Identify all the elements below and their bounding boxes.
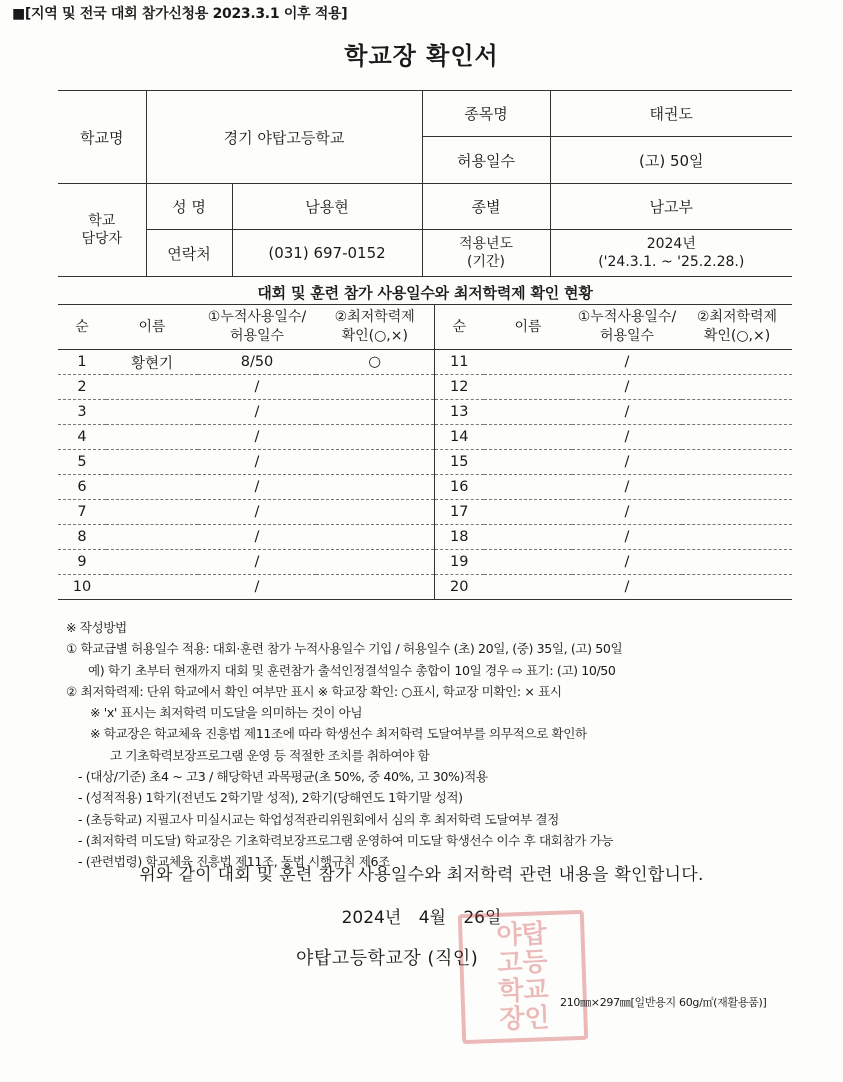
paper-spec: 210㎜×297㎜[일반용지 60g/㎡(재활용품)] bbox=[560, 996, 767, 1009]
row-days-right: / bbox=[572, 375, 682, 400]
row-days-right: / bbox=[572, 575, 682, 600]
row-no-right: 12 bbox=[434, 375, 484, 400]
row-no: 6 bbox=[58, 475, 106, 500]
header-check-right-line2: 확인(○,×) bbox=[703, 328, 771, 344]
year-value-line2: ('24.3.1. ~ '25.2.28.) bbox=[598, 254, 745, 270]
event-value: 태권도 bbox=[550, 91, 792, 137]
issue-date bbox=[0, 903, 843, 928]
header-days-line2: 허용일수 bbox=[229, 328, 285, 344]
table-row bbox=[58, 350, 792, 375]
usage-section-title: 대회 및 훈련 참가 사용일수와 최저학력제 확인 현황 bbox=[257, 284, 593, 302]
row-check-right bbox=[682, 575, 792, 600]
school-value: 경기 야탑고등학교 bbox=[146, 91, 422, 184]
row-no-right: 18 bbox=[434, 525, 484, 550]
category-label: 종별 bbox=[422, 184, 550, 230]
header-check bbox=[316, 305, 434, 350]
row-days: / bbox=[198, 500, 316, 525]
table-row bbox=[58, 425, 792, 450]
table-row bbox=[58, 525, 792, 550]
row-check-right bbox=[682, 350, 792, 375]
table-row bbox=[58, 500, 792, 525]
row-check bbox=[316, 550, 434, 575]
row-name bbox=[106, 450, 198, 475]
table-row bbox=[58, 475, 792, 500]
note-3: ※ 'x' 표시는 최저학력 미도달을 의미하는 것이 아님 bbox=[90, 705, 363, 721]
row-days: / bbox=[198, 450, 316, 475]
row-days: / bbox=[198, 550, 316, 575]
header-check-line2: 확인(○,×) bbox=[341, 328, 408, 344]
row-check bbox=[316, 575, 434, 600]
notes-section bbox=[66, 617, 796, 873]
row-name-right bbox=[484, 525, 572, 550]
detail-5: - (관련법령) 학교체육 진흥법 제11조, 동법 시행규칙 제6조 bbox=[78, 854, 390, 870]
header-name-right: 이름 bbox=[484, 305, 572, 350]
row-name-right bbox=[484, 350, 572, 375]
note-1a: ① 학교급별 허용일수 적용: 대회·훈련 참가 누적사용일수 기입 / 허용일수 (초) 20일, (중) 35일, (고) 50일 bbox=[66, 641, 623, 657]
row-days: / bbox=[198, 475, 316, 500]
row-no: 2 bbox=[58, 375, 106, 400]
row-days-right: / bbox=[572, 425, 682, 450]
seal-text: 야탑고등학교장인 bbox=[495, 919, 551, 1035]
contact-label: 연락처 bbox=[146, 230, 232, 277]
date-year: 2024년 bbox=[341, 908, 402, 928]
header-days-right-line2: 허용일수 bbox=[599, 328, 655, 344]
header-check-right-line1: ②최저학력제 bbox=[696, 309, 778, 325]
row-no: 10 bbox=[58, 575, 106, 600]
row-no-right: 20 bbox=[434, 575, 484, 600]
row-no-right: 17 bbox=[434, 500, 484, 525]
header-days bbox=[198, 305, 316, 350]
row-no: 1 bbox=[58, 350, 106, 375]
header-no-right: 순 bbox=[434, 305, 484, 350]
row-name bbox=[106, 375, 198, 400]
header-check-line1: ②최저학력제 bbox=[334, 309, 415, 325]
row-check-right bbox=[682, 450, 792, 475]
row-name-right bbox=[484, 450, 572, 475]
row-no: 8 bbox=[58, 525, 106, 550]
row-check: ○ bbox=[316, 350, 434, 375]
row-name bbox=[106, 400, 198, 425]
note-4b: 고 기초학력보장프로그램 운영 등 적절한 조치를 취하여야 함 bbox=[110, 747, 430, 763]
row-days: / bbox=[198, 375, 316, 400]
row-days-right: / bbox=[572, 450, 682, 475]
row-check bbox=[316, 375, 434, 400]
confirmation-text: 위와 같이 대회 및 훈련 참가 사용일수와 최저학력 관련 내용을 확인합니다. bbox=[139, 865, 704, 885]
row-check bbox=[316, 475, 434, 500]
note-2: ② 최저학력제: 단위 학교에서 확인 여부만 표시 ※ 학교장 확인: ○표시, 학교장 미확인: × 표시 bbox=[66, 683, 562, 699]
row-name-right bbox=[484, 500, 572, 525]
row-days-right: / bbox=[572, 400, 682, 425]
detail-4: - (최저학력 미도달) 학교장은 기초학력보장프로그램 운영하여 미도달 학생선수 이수 후 대회참가 가능 bbox=[78, 832, 614, 848]
row-name-right bbox=[484, 475, 572, 500]
row-days-right: / bbox=[572, 550, 682, 575]
manager-label bbox=[58, 184, 146, 277]
document-title: 학교장 확인서 bbox=[344, 42, 499, 70]
category-value: 남고부 bbox=[550, 184, 792, 230]
row-days: / bbox=[198, 575, 316, 600]
signer: 야탑고등학교장 (직인) bbox=[296, 948, 479, 969]
row-check bbox=[316, 400, 434, 425]
name-label: 성 명 bbox=[146, 184, 232, 230]
table-row bbox=[58, 400, 792, 425]
row-no: 7 bbox=[58, 500, 106, 525]
row-check-right bbox=[682, 425, 792, 450]
row-name-right bbox=[484, 375, 572, 400]
row-name-right bbox=[484, 575, 572, 600]
header-days-right bbox=[572, 305, 682, 350]
table-row bbox=[58, 575, 792, 600]
row-check-right bbox=[682, 525, 792, 550]
header-note: ■[지역 및 전국 대회 참가신청용 2023.3.1 이후 적용] bbox=[12, 6, 348, 22]
row-check-right bbox=[682, 375, 792, 400]
row-check-right bbox=[682, 475, 792, 500]
year-value bbox=[550, 230, 792, 277]
row-no-right: 16 bbox=[434, 475, 484, 500]
row-no-right: 14 bbox=[434, 425, 484, 450]
row-no-right: 13 bbox=[434, 400, 484, 425]
detail-3: - (초등학교) 지필고사 미실시교는 학업성적관리위원회에서 심의 후 최저학력 도달여부 결정 bbox=[78, 811, 559, 827]
date-month: 4월 bbox=[418, 908, 446, 928]
detail-1: - (대상/기준) 초4 ~ 고3 / 해당학년 과목평균(초 50%, 중 40%, 고 30%)적용 bbox=[78, 769, 488, 785]
row-name bbox=[106, 500, 198, 525]
row-check bbox=[316, 450, 434, 475]
row-no: 3 bbox=[58, 400, 106, 425]
header-days-line1: ①누적사용일수/ bbox=[207, 309, 307, 325]
year-label-line1: 적용년도 bbox=[458, 236, 514, 252]
row-name-right bbox=[484, 550, 572, 575]
row-no: 9 bbox=[58, 550, 106, 575]
row-days: / bbox=[198, 425, 316, 450]
row-days-right: / bbox=[572, 500, 682, 525]
year-value-line1: 2024년 bbox=[646, 236, 696, 252]
allowed-days-label: 허용일수 bbox=[422, 137, 550, 184]
row-name bbox=[106, 575, 198, 600]
contact-value: (031) 697-0152 bbox=[232, 230, 422, 277]
table-row bbox=[58, 450, 792, 475]
header-days-right-line1: ①누적사용일수/ bbox=[577, 309, 677, 325]
row-name: 황현기 bbox=[106, 350, 198, 375]
year-label bbox=[422, 230, 550, 277]
detail-2: - (성적적용) 1학기(전년도 2학기말 성적), 2학기(당해연도 1학기말 성적) bbox=[78, 790, 463, 806]
note-4a: ※ 학교장은 학교체육 진흥법 제11조에 따라 학생선수 최저학력 도달여부를 의무적으로 확인하 bbox=[90, 726, 587, 742]
row-name bbox=[106, 550, 198, 575]
row-check-right bbox=[682, 500, 792, 525]
row-days: / bbox=[198, 400, 316, 425]
date-day: 26일 bbox=[463, 908, 502, 928]
row-name bbox=[106, 475, 198, 500]
header-name: 이름 bbox=[106, 305, 198, 350]
row-days-right: / bbox=[572, 475, 682, 500]
row-no-right: 11 bbox=[434, 350, 484, 375]
row-name bbox=[106, 425, 198, 450]
row-no-right: 19 bbox=[434, 550, 484, 575]
row-name-right bbox=[484, 400, 572, 425]
row-days-right: / bbox=[572, 525, 682, 550]
info-table bbox=[58, 90, 792, 277]
row-no: 5 bbox=[58, 450, 106, 475]
header-check-right bbox=[682, 305, 792, 350]
row-check-right bbox=[682, 400, 792, 425]
table-row bbox=[58, 550, 792, 575]
row-days: 8/50 bbox=[198, 350, 316, 375]
note-1b: 예) 학기 초부터 현재까지 대회 및 훈련참가 출석인정결석일수 총합이 10일 경우 ⇨ 표기: (고) 10/50 bbox=[88, 662, 616, 678]
manager-label-line2: 담당자 bbox=[81, 231, 123, 247]
manager-label-line1: 학교 bbox=[88, 213, 116, 229]
row-check bbox=[316, 525, 434, 550]
row-no-right: 15 bbox=[434, 450, 484, 475]
row-days: / bbox=[198, 525, 316, 550]
year-label-line2: (기간) bbox=[467, 254, 505, 270]
header-no: 순 bbox=[58, 305, 106, 350]
row-check bbox=[316, 425, 434, 450]
notes-heading: ※ 작성방법 bbox=[66, 620, 127, 635]
event-label: 종목명 bbox=[422, 91, 550, 137]
row-days-right: / bbox=[572, 350, 682, 375]
row-no: 4 bbox=[58, 425, 106, 450]
school-label: 학교명 bbox=[58, 91, 146, 184]
usage-table bbox=[58, 304, 792, 600]
name-value: 남용현 bbox=[232, 184, 422, 230]
row-check-right bbox=[682, 550, 792, 575]
row-name bbox=[106, 525, 198, 550]
row-name-right bbox=[484, 425, 572, 450]
row-check bbox=[316, 500, 434, 525]
official-seal bbox=[458, 910, 588, 1044]
table-row bbox=[58, 375, 792, 400]
allowed-days-value: (고) 50일 bbox=[550, 137, 792, 184]
